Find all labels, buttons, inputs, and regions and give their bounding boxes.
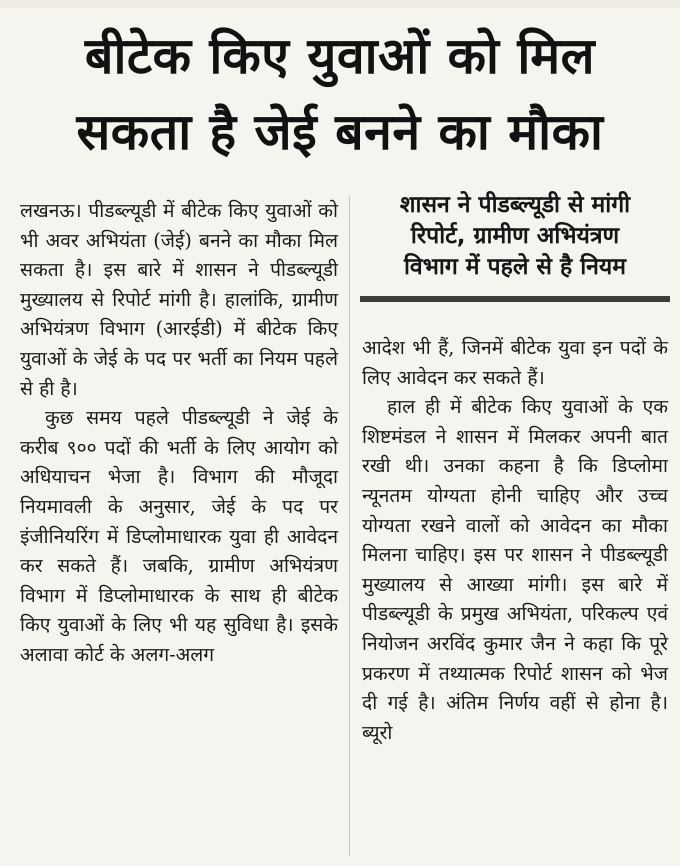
subheadline-box [360, 190, 670, 283]
headline-line-1: बीटेक किए युवाओं को मिल [84, 27, 596, 85]
right-paragraph-2: हाल ही में बीटेक किए युवाओं के एक शिष्टमंडल ने शासन में मिलकर अपनी बात रखी थी। उनका कहना है कि डिप्लोमा न्यूनतम योग्यता होनी चाहिए और उच्च योग्यता रखने वालों को आवेदन का मौका मिलना चाहिए। इस पर शासन ने पीडब्ल्यूडी मुख्यालय से आख्या मांगी। इस बारे में पीडब्ल्यूडी के प्रमुख अभियंता, परिकल्प एवं नियोजन अरविंद कुमार जैन ने कहा कि पूरे प्रकरण में तथ्यात्मक रिपोर्ट शासन को भेज दी गई है। अंतिम निर्णय वहीं से होना है। ब्यूरो [362, 395, 668, 744]
headline-line-2: सकता है जेई बनने का मौका [76, 103, 604, 161]
right-paragraph-1: आदेश भी हैं, जिनमें बीटेक युवा इन पदों के लिए आवेदन कर सकते हैं। [362, 336, 668, 389]
subheadline-line-2: रिपोर्ट, ग्रामीण अभियंत्रण [410, 223, 620, 249]
headline [14, 18, 666, 170]
previous-article-edge [0, 0, 680, 8]
column-divider [349, 196, 350, 856]
left-column [20, 196, 338, 670]
subheadline-line-1: शासन ने पीडब्ल्यूडी से मांगी [399, 192, 631, 218]
subheadline-line-3: विभाग में पहले से है नियम [403, 254, 627, 280]
left-paragraph-1: लखनऊ। पीडब्ल्यूडी में बीटेक किए युवाओं को भी अवर अभियंता (जेई) बनने का मौका मिल सकता है। इस बारे में शासन ने पीडब्ल्यूडी मुख्यालय से रिपोर्ट मांगी है। हालांकि, ग्रामीण अभियंत्रण विभाग (आरईडी) में बीटेक किए युवाओं के जेई के पद पर भर्ती का नियम पहले से ही है। [20, 199, 338, 400]
subheadline-rule [360, 296, 670, 302]
left-paragraph-2: कुछ समय पहले पीडब्ल्यूडी ने जेई के करीब ९०० पदों की भर्ती के लिए आयोग को अधियाचन भेजा है। विभाग की मौजूदा नियमावली के अनुसार, जेई के पद पर इंजीनियरिंग में डिप्लोमाधारक युवा ही आवेदन कर सकते हैं। जबकि, ग्रामीण अभियंत्रण विभाग में डिप्लोमाधारक के साथ ही बीटेक किए युवाओं के लिए भी यह सुविधा है। इसके अलावा कोर्ट के अलग-अलग [20, 406, 338, 666]
right-column [362, 333, 668, 747]
